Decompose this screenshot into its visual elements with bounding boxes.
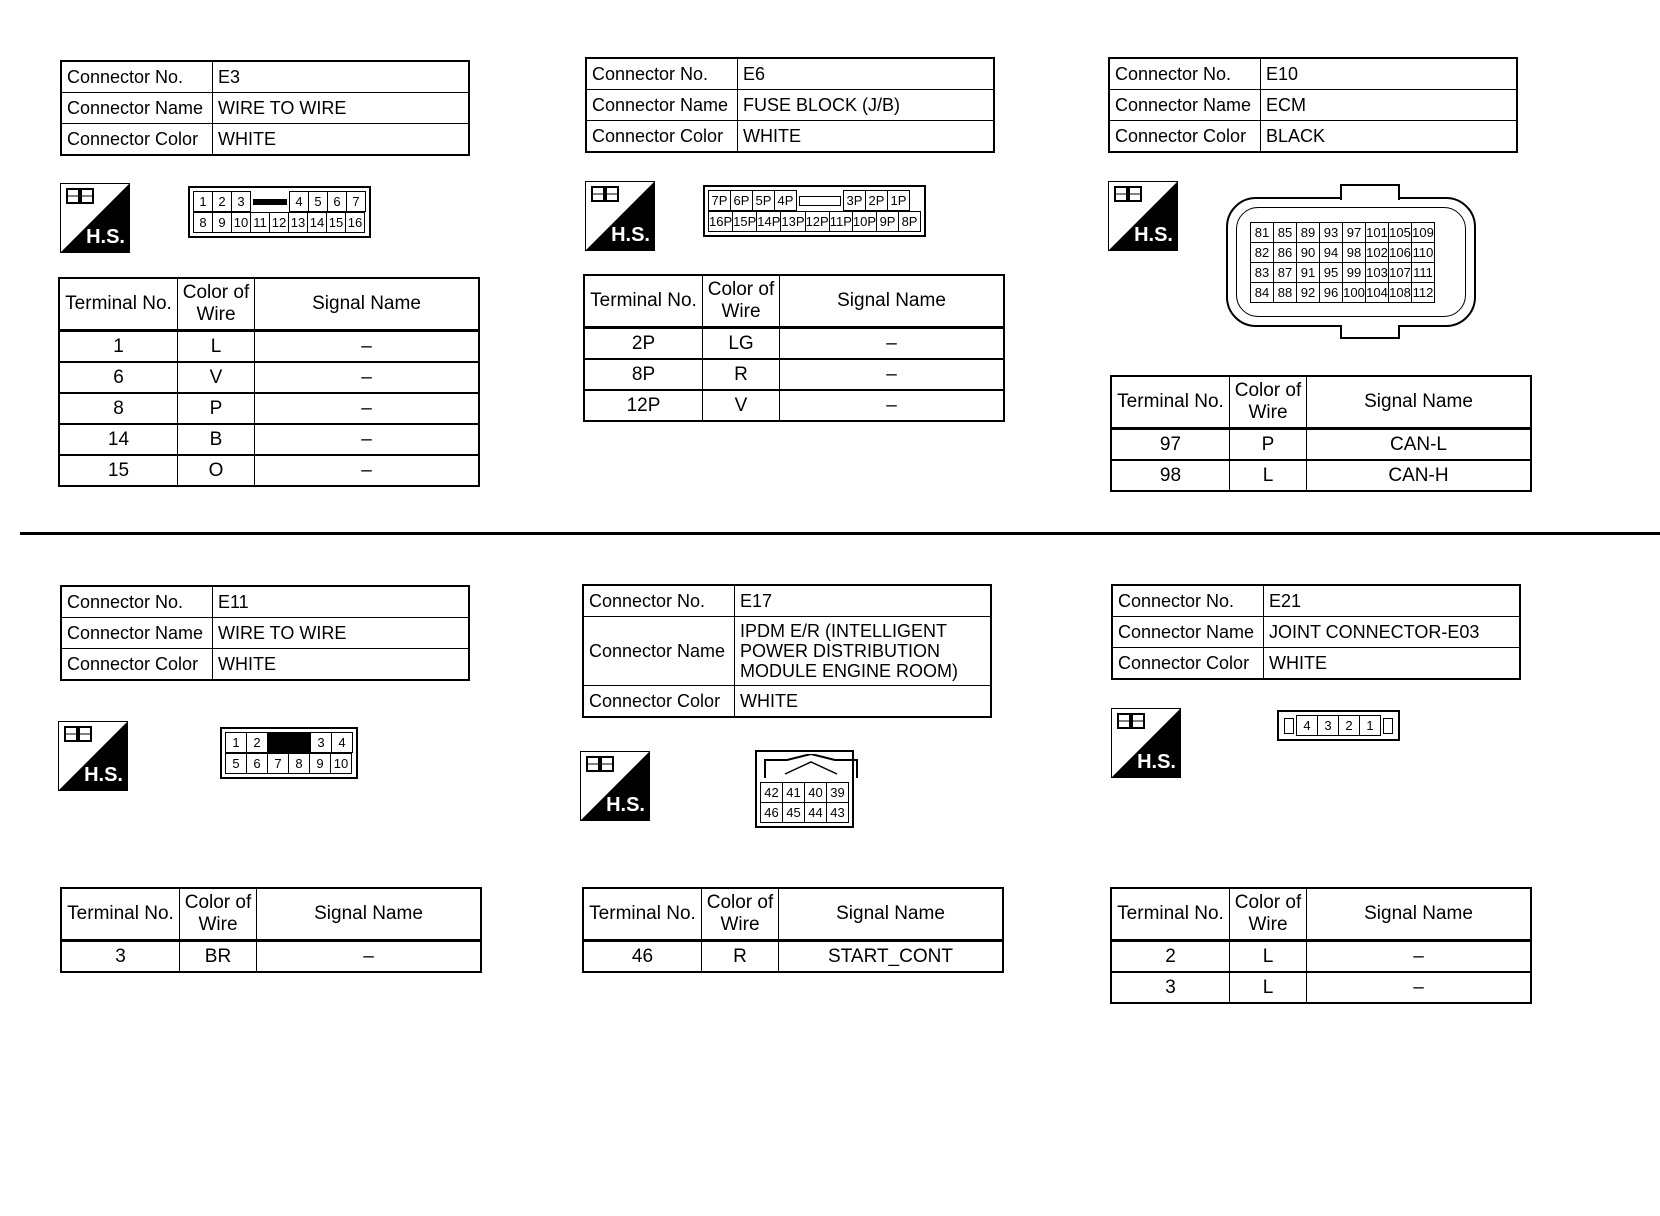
table-row: [584, 390, 1004, 421]
pin: 81: [1251, 223, 1274, 243]
signal-cell: START_CONT: [779, 941, 1004, 973]
header-signal-name: Signal Name: [257, 888, 482, 941]
pin: 44: [805, 803, 827, 823]
terminal-table: [582, 887, 1004, 973]
table-row: [584, 328, 1004, 360]
connector-name-value: WIRE TO WIRE: [213, 618, 470, 649]
pin: 12P: [805, 212, 829, 232]
pin: 16: [346, 213, 365, 233]
pin: 106: [1389, 243, 1412, 263]
connector-no-value: E21: [1264, 585, 1521, 617]
terminal-table: [583, 274, 1005, 422]
label-connector-name: Connector Name: [61, 618, 213, 649]
terminal-table-e3-wrap: [58, 277, 480, 487]
connector-latch: [1340, 184, 1400, 200]
pin: 103: [1366, 263, 1389, 283]
header-signal-name: Signal Name: [1307, 888, 1532, 941]
header-color-of-wire: Color of Wire: [1230, 376, 1307, 429]
pin: 1: [194, 192, 213, 212]
header-terminal-no: Terminal No.: [59, 278, 178, 331]
pin: 6: [247, 754, 268, 774]
wire-cell: LG: [703, 328, 780, 360]
lock-tab: [251, 192, 290, 212]
wire-cell: L: [1230, 972, 1307, 1003]
header-color-of-wire: Color of Wire: [703, 275, 780, 328]
connector-name-value: JOINT CONNECTOR-E03: [1264, 617, 1521, 648]
connector-diagram-e10: [1226, 197, 1476, 327]
pin: 112: [1412, 283, 1435, 303]
pin: 40: [805, 783, 827, 803]
wire-cell: BR: [180, 941, 257, 973]
pin: 88: [1274, 283, 1297, 303]
pin: 45: [783, 803, 805, 823]
header-color-of-wire: Color of Wire: [702, 888, 779, 941]
header-terminal-no: Terminal No.: [583, 888, 702, 941]
terminal-table: [1110, 887, 1532, 1004]
table-row: [1111, 941, 1531, 973]
terminal-table: [58, 277, 480, 487]
terminal-cell: 3: [61, 941, 180, 973]
pin: 98: [1343, 243, 1366, 263]
label-connector-color: Connector Color: [1112, 648, 1264, 680]
label-connector-no: Connector No.: [583, 585, 735, 617]
wire-cell: L: [1230, 941, 1307, 973]
table-row: [59, 362, 479, 393]
label-connector-color: Connector Color: [1109, 121, 1261, 153]
connector-info-table: [582, 584, 992, 718]
header-terminal-no: Terminal No.: [584, 275, 703, 328]
connector-no-value: E11: [213, 586, 470, 618]
connector-diagram-e3: [188, 186, 371, 238]
header-color-of-wire: Color of Wire: [180, 888, 257, 941]
pin-grid: [1250, 222, 1435, 303]
pin: 107: [1389, 263, 1412, 283]
pin: 7: [268, 754, 289, 774]
section-divider: [20, 532, 1660, 535]
hs-icon: [580, 751, 650, 821]
signal-cell: –: [255, 362, 480, 393]
terminal-table: [1110, 375, 1532, 492]
label-connector-color: Connector Color: [583, 686, 735, 718]
pin: 9: [310, 754, 331, 774]
header-signal-name: Signal Name: [1307, 376, 1532, 429]
pin: 109: [1412, 223, 1435, 243]
connector-no-value: E17: [735, 585, 992, 617]
pin: 7: [347, 192, 366, 212]
connector-name-value: WIRE TO WIRE: [213, 93, 470, 124]
connector-diagram-e6: [703, 185, 926, 237]
connector-key-icon: [761, 754, 861, 780]
pin: 39: [827, 783, 849, 803]
pin: 101: [1366, 223, 1389, 243]
signal-cell: –: [780, 359, 1005, 390]
label-connector-no: Connector No.: [61, 61, 213, 93]
table-row: [59, 393, 479, 424]
wire-cell: R: [703, 359, 780, 390]
pin: 16P: [709, 212, 733, 232]
pin: 14: [308, 213, 327, 233]
pin: 6P: [731, 191, 753, 211]
pin: 8: [289, 754, 310, 774]
connector-info-table: [60, 585, 470, 681]
signal-cell: CAN-L: [1307, 429, 1532, 461]
connector-color-value: WHITE: [1264, 648, 1521, 680]
pin: 42: [761, 783, 783, 803]
wire-cell: O: [178, 455, 255, 486]
connector-diagram-e11: [220, 727, 358, 779]
wire-cell: V: [178, 362, 255, 393]
pin: 41: [783, 783, 805, 803]
connector-info-table: [1111, 584, 1521, 680]
signal-cell: –: [255, 331, 480, 363]
wire-cell: R: [702, 941, 779, 973]
pin: 5P: [753, 191, 775, 211]
connector-color-value: WHITE: [738, 121, 995, 153]
signal-cell: –: [255, 455, 480, 486]
connector-panel-e21: [1111, 584, 1521, 680]
table-row: [61, 941, 481, 973]
hs-icon: [585, 181, 655, 251]
connector-no-value: E10: [1261, 58, 1518, 90]
connector-info-table: [585, 57, 995, 153]
pin: 1: [226, 733, 247, 753]
pin: 46: [761, 803, 783, 823]
pin: 3: [1318, 716, 1339, 736]
pin: 5: [309, 192, 328, 212]
table-row: [59, 455, 479, 486]
terminal-cell: 12P: [584, 390, 703, 421]
pin: 4: [332, 733, 353, 753]
table-row: [59, 331, 479, 363]
pin: 1P: [888, 191, 910, 211]
connector-info-table: [1108, 57, 1518, 153]
wire-cell: P: [178, 393, 255, 424]
pin: 87: [1274, 263, 1297, 283]
pin: 13P: [781, 212, 805, 232]
pin: 3: [232, 192, 251, 212]
pin: 8: [194, 213, 213, 233]
pin: 15: [327, 213, 346, 233]
pin: 2: [247, 733, 268, 753]
connector-panel-e6: [585, 57, 995, 153]
header-signal-name: Signal Name: [780, 275, 1005, 328]
signal-cell: –: [780, 390, 1005, 421]
pin: 4P: [775, 191, 797, 211]
terminal-table: [60, 887, 482, 973]
signal-cell: –: [780, 328, 1005, 360]
pin: 43: [827, 803, 849, 823]
pin: 3: [311, 733, 332, 753]
hs-label: H.S.: [606, 794, 645, 816]
pin: 2: [213, 192, 232, 212]
label-connector-name: Connector Name: [61, 93, 213, 124]
pin: 89: [1297, 223, 1320, 243]
pin: 108: [1389, 283, 1412, 303]
terminal-cell: 98: [1111, 460, 1230, 491]
pin: 10P: [852, 212, 876, 232]
signal-cell: –: [1307, 941, 1532, 973]
pin: 94: [1320, 243, 1343, 263]
pin: 4: [290, 192, 309, 212]
pin: 86: [1274, 243, 1297, 263]
connector-no-value: E3: [213, 61, 470, 93]
hs-label: H.S.: [1134, 224, 1173, 246]
hs-label: H.S.: [611, 224, 650, 246]
pin: 15P: [733, 212, 757, 232]
lock-block: [268, 733, 311, 753]
pin: 10: [331, 754, 352, 774]
signal-cell: –: [255, 393, 480, 424]
hs-icon: [1111, 708, 1181, 778]
connector-color-value: WHITE: [213, 124, 470, 156]
label-connector-no: Connector No.: [586, 58, 738, 90]
pin: 14P: [757, 212, 781, 232]
terminal-cell: 14: [59, 424, 178, 455]
connector-name-value: ECM: [1261, 90, 1518, 121]
signal-cell: –: [1307, 972, 1532, 1003]
wire-cell: P: [1230, 429, 1307, 461]
pin: 8P: [899, 212, 921, 232]
label-connector-color: Connector Color: [61, 649, 213, 681]
terminal-cell: 2: [1111, 941, 1230, 973]
terminal-cell: 6: [59, 362, 178, 393]
connector-diagram-e21: [1277, 710, 1400, 741]
pin: 97: [1343, 223, 1366, 243]
label-connector-color: Connector Color: [586, 121, 738, 153]
pin: 110: [1412, 243, 1435, 263]
terminal-cell: 8: [59, 393, 178, 424]
terminal-table-e21-wrap: [1110, 887, 1532, 1004]
pin: 13: [289, 213, 308, 233]
hs-label: H.S.: [1137, 751, 1176, 773]
connector-info-table: [60, 60, 470, 156]
label-connector-no: Connector No.: [61, 586, 213, 618]
connector-latch: [1381, 716, 1396, 736]
connector-color-value: WHITE: [213, 649, 470, 681]
pin: 2P: [866, 191, 888, 211]
label-connector-color: Connector Color: [61, 124, 213, 156]
terminal-cell: 97: [1111, 429, 1230, 461]
connector-bottom-latch: [1340, 325, 1400, 339]
pin: 1: [1360, 716, 1381, 736]
wire-cell: L: [178, 331, 255, 363]
terminal-cell: 1: [59, 331, 178, 363]
pin: 83: [1251, 263, 1274, 283]
label-connector-name: Connector Name: [1109, 90, 1261, 121]
connector-diagram-e17: [755, 750, 854, 828]
terminal-cell: 15: [59, 455, 178, 486]
header-signal-name: Signal Name: [779, 888, 1004, 941]
terminal-cell: 2P: [584, 328, 703, 360]
header-terminal-no: Terminal No.: [1111, 888, 1230, 941]
connector-panel-e17: [582, 584, 992, 718]
connector-name-value: FUSE BLOCK (J/B): [738, 90, 995, 121]
connector-panel-e3: [60, 60, 470, 156]
table-row: [1111, 972, 1531, 1003]
pin: 3P: [844, 191, 866, 211]
table-row: [1111, 460, 1531, 491]
connector-latch: [1282, 716, 1297, 736]
terminal-cell: 3: [1111, 972, 1230, 1003]
signal-cell: –: [255, 424, 480, 455]
header-terminal-no: Terminal No.: [1111, 376, 1230, 429]
label-connector-name: Connector Name: [583, 617, 735, 686]
pin: 92: [1297, 283, 1320, 303]
pin: 11P: [829, 212, 852, 232]
wire-cell: V: [703, 390, 780, 421]
pin: 90: [1297, 243, 1320, 263]
pin: 95: [1320, 263, 1343, 283]
hs-icon: [1108, 181, 1178, 251]
terminal-table-e6-wrap: [583, 274, 1005, 422]
terminal-table-e17-wrap: [582, 887, 1004, 973]
pin: 2: [1339, 716, 1360, 736]
connector-panel-e11: [60, 585, 470, 681]
table-row: [583, 941, 1003, 973]
header-color-of-wire: Color of Wire: [1230, 888, 1307, 941]
header-color-of-wire: Color of Wire: [178, 278, 255, 331]
connector-color-value: WHITE: [735, 686, 992, 718]
connector-name-value: IPDM E/R (INTELLIGENT POWER DISTRIBUTION MODULE ENGINE ROOM): [735, 617, 992, 686]
pin: 111: [1412, 263, 1435, 283]
pin: 96: [1320, 283, 1343, 303]
table-row: [584, 359, 1004, 390]
pin: 9: [213, 213, 232, 233]
pin: 5: [226, 754, 247, 774]
label-connector-name: Connector Name: [586, 90, 738, 121]
hs-label: H.S.: [86, 226, 125, 248]
connector-color-value: BLACK: [1261, 121, 1518, 153]
pin: 91: [1297, 263, 1320, 283]
wire-cell: L: [1230, 460, 1307, 491]
pin: 10: [232, 213, 251, 233]
pin: 99: [1343, 263, 1366, 283]
label-connector-no: Connector No.: [1109, 58, 1261, 90]
label-connector-no: Connector No.: [1112, 585, 1264, 617]
pin: 4: [1297, 716, 1318, 736]
hs-icon: [58, 721, 128, 791]
table-row: [59, 424, 479, 455]
connector-panel-e10: [1108, 57, 1518, 153]
pin: 100: [1343, 283, 1366, 303]
connector-no-value: E6: [738, 58, 995, 90]
terminal-table-e11-wrap: [60, 887, 482, 973]
pin: 7P: [709, 191, 731, 211]
signal-cell: CAN-H: [1307, 460, 1532, 491]
pin: 93: [1320, 223, 1343, 243]
pin: 82: [1251, 243, 1274, 263]
label-connector-name: Connector Name: [1112, 617, 1264, 648]
pin: 12: [270, 213, 289, 233]
terminal-table-e10-wrap: [1110, 375, 1532, 492]
signal-cell: –: [257, 941, 482, 973]
pin: 102: [1366, 243, 1389, 263]
hs-label: H.S.: [84, 764, 123, 786]
pin: 85: [1274, 223, 1297, 243]
table-row: [1111, 429, 1531, 461]
pin: 84: [1251, 283, 1274, 303]
header-terminal-no: Terminal No.: [61, 888, 180, 941]
pin: 104: [1366, 283, 1389, 303]
pin: 6: [328, 192, 347, 212]
pin: 9P: [877, 212, 899, 232]
header-signal-name: Signal Name: [255, 278, 480, 331]
wire-cell: B: [178, 424, 255, 455]
terminal-cell: 8P: [584, 359, 703, 390]
pin: 11: [251, 213, 270, 233]
pin: 105: [1389, 223, 1412, 243]
terminal-cell: 46: [583, 941, 702, 973]
hs-icon: [60, 183, 130, 253]
lock-tab: [797, 191, 844, 211]
